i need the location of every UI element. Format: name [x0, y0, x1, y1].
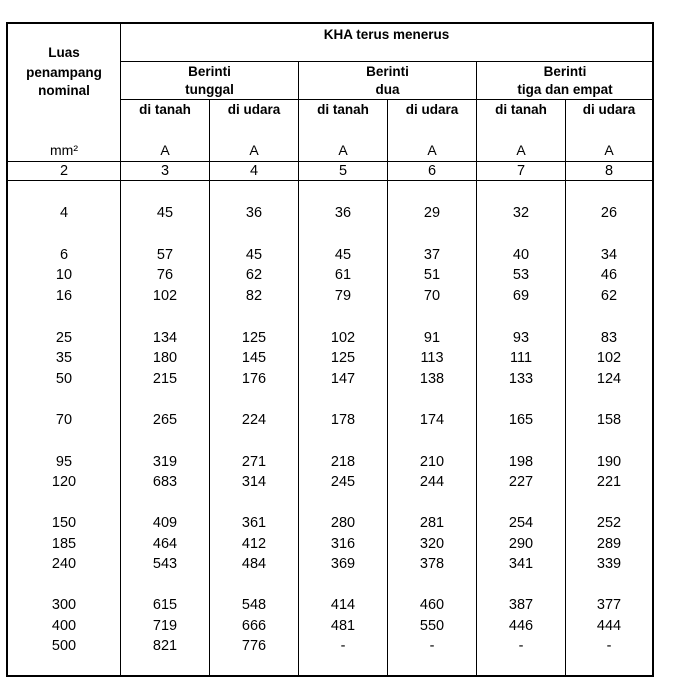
kha-value-cell: 378: [419, 556, 445, 572]
kha-value-cell: 134: [152, 330, 178, 346]
kha-value-cell: 102: [596, 350, 622, 366]
kha-value-cell: 281: [419, 515, 445, 531]
kha-value-cell: 180: [152, 350, 178, 366]
subcol-tiga-tanah: di tanah: [495, 102, 547, 117]
luas-label-1: Luas: [48, 45, 80, 60]
group-dua-line1: Berinti: [366, 64, 409, 79]
kha-value-cell: 460: [419, 597, 445, 613]
unit-col4: A: [249, 142, 259, 158]
hline-colnums: [6, 180, 654, 181]
kha-value-cell: 414: [330, 597, 356, 613]
kha-value-cell: 719: [152, 618, 178, 634]
kha-value-cell: 82: [245, 288, 263, 304]
kha-value-cell: 158: [596, 412, 622, 428]
kha-value-cell: 83: [600, 330, 618, 346]
colnum-7: 7: [516, 163, 526, 179]
kha-value-cell: 37: [423, 247, 441, 263]
kha-value-cell: -: [429, 638, 435, 654]
unit-col6: A: [427, 142, 437, 158]
vline-col2: [209, 100, 210, 677]
kha-value-cell: 615: [152, 597, 178, 613]
cross-section-cell: 400: [51, 618, 77, 634]
kha-value-cell: -: [340, 638, 346, 654]
cross-section-cell: 16: [55, 288, 73, 304]
cross-section-cell: 10: [55, 267, 73, 283]
colnum-6: 6: [427, 163, 437, 179]
subcol-dua-tanah: di tanah: [317, 102, 369, 117]
kha-value-cell: 821: [152, 638, 178, 654]
hline-groups: [120, 99, 654, 100]
kha-value-cell: 26: [600, 205, 618, 221]
kha-value-cell: 125: [241, 330, 267, 346]
unit-col8: A: [604, 142, 614, 158]
kha-value-cell: 61: [334, 267, 352, 283]
kha-value-cell: 320: [419, 536, 445, 552]
kha-value-cell: 481: [330, 618, 356, 634]
kha-value-cell: 210: [419, 454, 445, 470]
kha-value-cell: 29: [423, 205, 441, 221]
kha-value-cell: -: [518, 638, 524, 654]
kha-value-cell: 174: [419, 412, 445, 428]
kha-value-cell: 319: [152, 454, 178, 470]
unit-mm2: mm²: [50, 142, 78, 158]
kha-value-cell: 550: [419, 618, 445, 634]
kha-value-cell: 280: [330, 515, 356, 531]
kha-value-cell: 227: [508, 474, 534, 490]
kha-value-cell: 290: [508, 536, 534, 552]
subcol-tunggal-tanah: di tanah: [139, 102, 191, 117]
colnum-2: 2: [59, 163, 69, 179]
cross-section-cell: 300: [51, 597, 77, 613]
kha-value-cell: -: [606, 638, 612, 654]
cross-section-cell: 120: [51, 474, 77, 490]
kha-value-cell: 147: [330, 371, 356, 387]
kha-value-cell: 53: [512, 267, 530, 283]
cross-section-cell: 150: [51, 515, 77, 531]
kha-value-cell: 339: [596, 556, 622, 572]
luas-label-2: penampang: [26, 65, 102, 80]
kha-value-cell: 102: [152, 288, 178, 304]
colnum-3: 3: [160, 163, 170, 179]
kha-value-cell: 70: [423, 288, 441, 304]
kha-value-cell: 776: [241, 638, 267, 654]
unit-col7: A: [516, 142, 526, 158]
group-tiga-line2: tiga dan empat: [517, 82, 613, 97]
group-dua-line2: dua: [375, 82, 400, 97]
group-tunggal-line2: tunggal: [185, 82, 234, 97]
kha-value-cell: 76: [156, 267, 174, 283]
kha-value-cell: 91: [423, 330, 441, 346]
colnum-5: 5: [338, 163, 348, 179]
kha-value-cell: 387: [508, 597, 534, 613]
kha-value-cell: 254: [508, 515, 534, 531]
colnum-8: 8: [604, 163, 614, 179]
kha-value-cell: 133: [508, 371, 534, 387]
cross-section-cell: 185: [51, 536, 77, 552]
kha-value-cell: 138: [419, 371, 445, 387]
cross-section-cell: 500: [51, 638, 77, 654]
cross-section-cell: 6: [59, 247, 69, 263]
kha-value-cell: 69: [512, 288, 530, 304]
kha-value-cell: 40: [512, 247, 530, 263]
kha-title: KHA terus menerus: [323, 27, 450, 42]
kha-value-cell: 221: [596, 474, 622, 490]
kha-value-cell: 666: [241, 618, 267, 634]
kha-value-cell: 62: [600, 288, 618, 304]
cross-section-cell: 240: [51, 556, 77, 572]
kha-value-cell: 245: [330, 474, 356, 490]
kha-value-cell: 111: [509, 350, 533, 366]
kha-value-cell: 377: [596, 597, 622, 613]
kha-value-cell: 32: [512, 205, 530, 221]
kha-value-cell: 265: [152, 412, 178, 428]
kha-value-cell: 543: [152, 556, 178, 572]
kha-value-cell: 178: [330, 412, 356, 428]
kha-value-cell: 125: [330, 350, 356, 366]
kha-value-cell: 51: [423, 267, 441, 283]
kha-value-cell: 252: [596, 515, 622, 531]
unit-col5: A: [338, 142, 348, 158]
kha-value-cell: 484: [241, 556, 267, 572]
cross-section-cell: 35: [55, 350, 73, 366]
group-tunggal-line1: Berinti: [188, 64, 231, 79]
kha-value-cell: 165: [508, 412, 534, 428]
unit-col3: A: [160, 142, 170, 158]
kha-value-cell: 46: [600, 267, 618, 283]
cross-section-cell: 4: [59, 205, 69, 221]
border-bottom: [6, 675, 654, 677]
group-tiga-line1: Berinti: [543, 64, 587, 79]
kha-value-cell: 244: [419, 474, 445, 490]
vline-col4: [387, 100, 388, 677]
kha-value-cell: 444: [596, 618, 622, 634]
colnum-4: 4: [249, 163, 259, 179]
kha-value-cell: 113: [420, 350, 444, 366]
kha-value-cell: 464: [152, 536, 178, 552]
kha-value-cell: 314: [241, 474, 267, 490]
kha-value-cell: 218: [330, 454, 356, 470]
border-top: [6, 22, 654, 24]
kha-value-cell: 145: [241, 350, 267, 366]
kha-value-cell: 34: [600, 247, 618, 263]
kha-value-cell: 409: [152, 515, 178, 531]
kha-value-cell: 548: [241, 597, 267, 613]
kha-value-cell: 446: [508, 618, 534, 634]
kha-value-cell: 45: [245, 247, 263, 263]
subcol-tunggal-udara: di udara: [227, 102, 281, 117]
kha-value-cell: 45: [334, 247, 352, 263]
kha-value-cell: 57: [156, 247, 174, 263]
subcol-tiga-udara: di udara: [582, 102, 636, 117]
kha-value-cell: 176: [241, 371, 267, 387]
kha-value-cell: 62: [245, 267, 263, 283]
cross-section-cell: 50: [55, 371, 73, 387]
luas-label-3: nominal: [38, 83, 90, 98]
kha-value-cell: 224: [241, 412, 267, 428]
kha-value-cell: 124: [596, 371, 622, 387]
cross-section-cell: 95: [55, 454, 73, 470]
kha-value-cell: 683: [152, 474, 178, 490]
kha-value-cell: 341: [508, 556, 534, 572]
kha-value-cell: 215: [152, 371, 178, 387]
kha-value-cell: 36: [245, 205, 263, 221]
kha-value-cell: 361: [241, 515, 267, 531]
kha-value-cell: 316: [330, 536, 356, 552]
kha-value-cell: 36: [334, 205, 352, 221]
kha-value-cell: 369: [330, 556, 356, 572]
cross-section-cell: 25: [55, 330, 73, 346]
kha-value-cell: 102: [330, 330, 356, 346]
kha-value-cell: 271: [241, 454, 267, 470]
kha-value-cell: 198: [508, 454, 534, 470]
kha-value-cell: 79: [334, 288, 352, 304]
cross-section-cell: 70: [55, 412, 73, 428]
kha-value-cell: 45: [156, 205, 174, 221]
hline-kha: [120, 61, 654, 62]
kha-value-cell: 93: [512, 330, 530, 346]
kha-value-cell: 289: [596, 536, 622, 552]
kha-value-cell: 190: [596, 454, 622, 470]
subcol-dua-udara: di udara: [405, 102, 459, 117]
border-right: [652, 22, 654, 677]
vline-col6: [565, 100, 566, 677]
kha-value-cell: 412: [241, 536, 267, 552]
